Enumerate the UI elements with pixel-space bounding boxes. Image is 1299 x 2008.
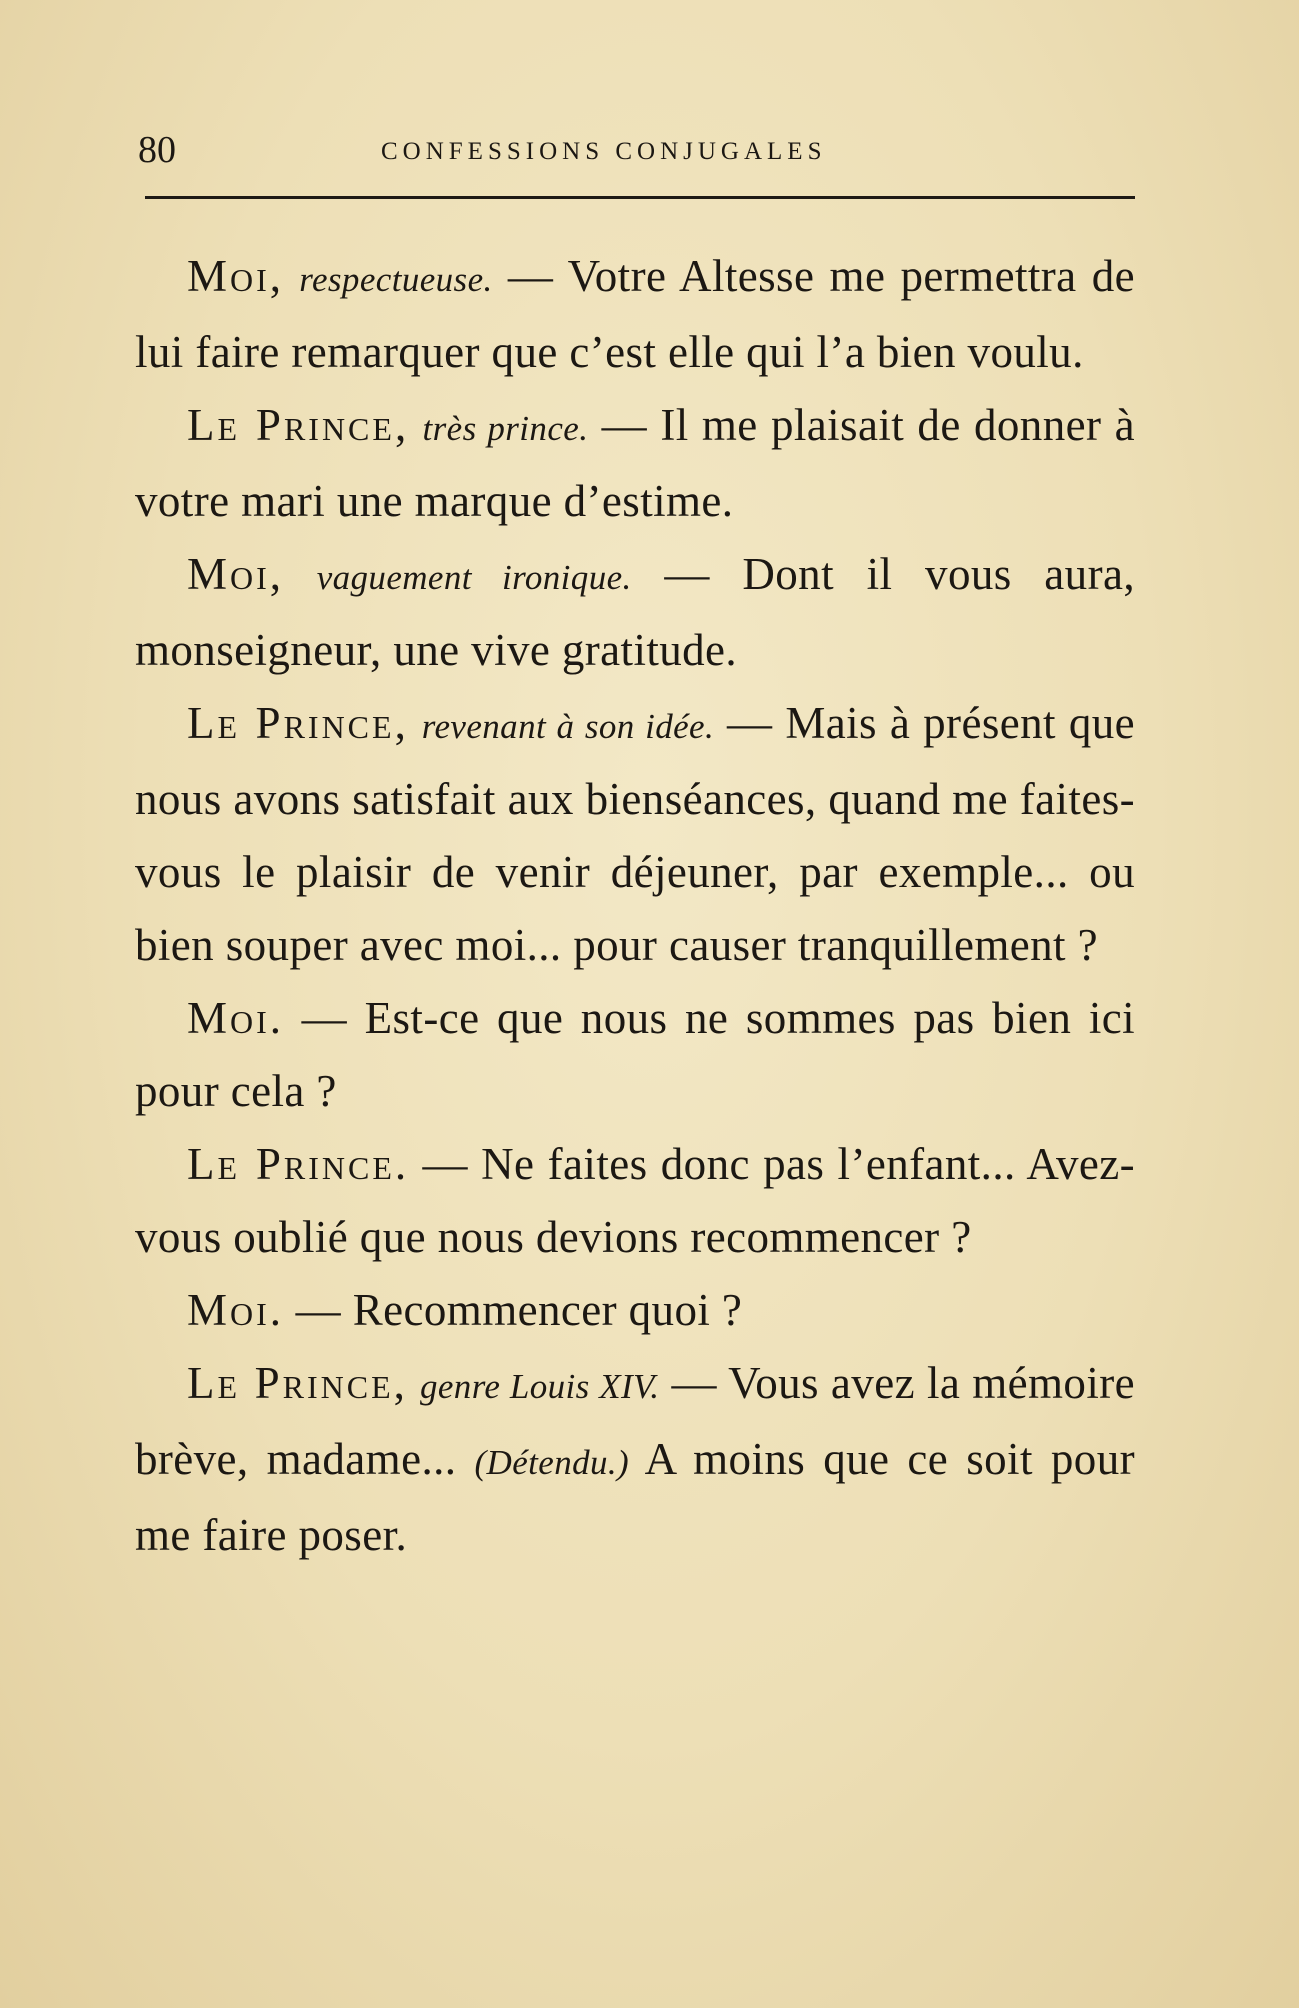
speaker-name: Moi,: [187, 549, 285, 599]
stage-direction-aside: (Détendu.): [474, 1443, 630, 1482]
speaker-name: Moi.: [187, 1285, 285, 1335]
text-body: [135, 240, 1135, 1572]
speaker-name: Le Prince,: [187, 1358, 408, 1408]
header-rule: [145, 196, 1135, 199]
stage-direction: respectueuse.: [299, 260, 493, 299]
paragraph: [135, 538, 1135, 687]
dialogue-text: — Votre Altesse me permettra de lui faire remarquer que c’est elle qui l’a bien voulu.: [135, 251, 1136, 377]
dialogue-text: — Recommencer quoi ?: [284, 1285, 743, 1335]
paragraph: [135, 982, 1135, 1128]
stage-direction: genre Louis XIV.: [419, 1367, 660, 1406]
running-title: CONFESSIONS CONJUGALES: [381, 138, 827, 165]
dialogue-text: A moins que ce soit pour me faire poser.: [135, 1434, 1135, 1560]
stage-direction: très prince.: [422, 409, 589, 448]
dialogue-text: — Dont il vous aura, monseigneur, une vive gratitude.: [135, 549, 1135, 675]
dialogue-text: — Mais à présent que nous avons satisfait aux bienséances, quand me faites-vous le plaisir de venir déjeuner, par exemple... ou bien souper avec moi... pour causer tranquillement ?: [135, 698, 1135, 970]
running-head: [138, 120, 1138, 180]
paragraph: [135, 240, 1135, 389]
page-number: 80: [138, 129, 176, 171]
speaker-name: Le Prince,: [187, 400, 410, 450]
dialogue-text: — Il me plaisait de donner à votre mari une marque d’estime.: [135, 400, 1136, 526]
dialogue-text: — Vous avez la mémoire brève, madame...: [135, 1358, 1135, 1484]
speaker-name: Le Prince,: [187, 698, 409, 748]
speaker-name: Le Prince.: [187, 1139, 410, 1189]
stage-direction: vaguement ironique.: [316, 558, 632, 597]
paragraph: [135, 389, 1135, 538]
paragraph: [135, 1347, 1135, 1572]
paragraph: [135, 1128, 1135, 1274]
speaker-name: Moi,: [187, 251, 285, 301]
paragraph: [135, 1274, 1135, 1347]
speaker-name: Moi.: [187, 993, 285, 1043]
dialogue-text: — Est-ce que nous ne sommes pas bien ici pour cela ?: [135, 993, 1135, 1116]
dialogue-text: — Ne faites donc pas l’enfant... Avez-vous oublié que nous devions recommencer ?: [135, 1139, 1136, 1262]
paragraph: [135, 687, 1135, 982]
stage-direction: revenant à son idée.: [421, 707, 715, 746]
